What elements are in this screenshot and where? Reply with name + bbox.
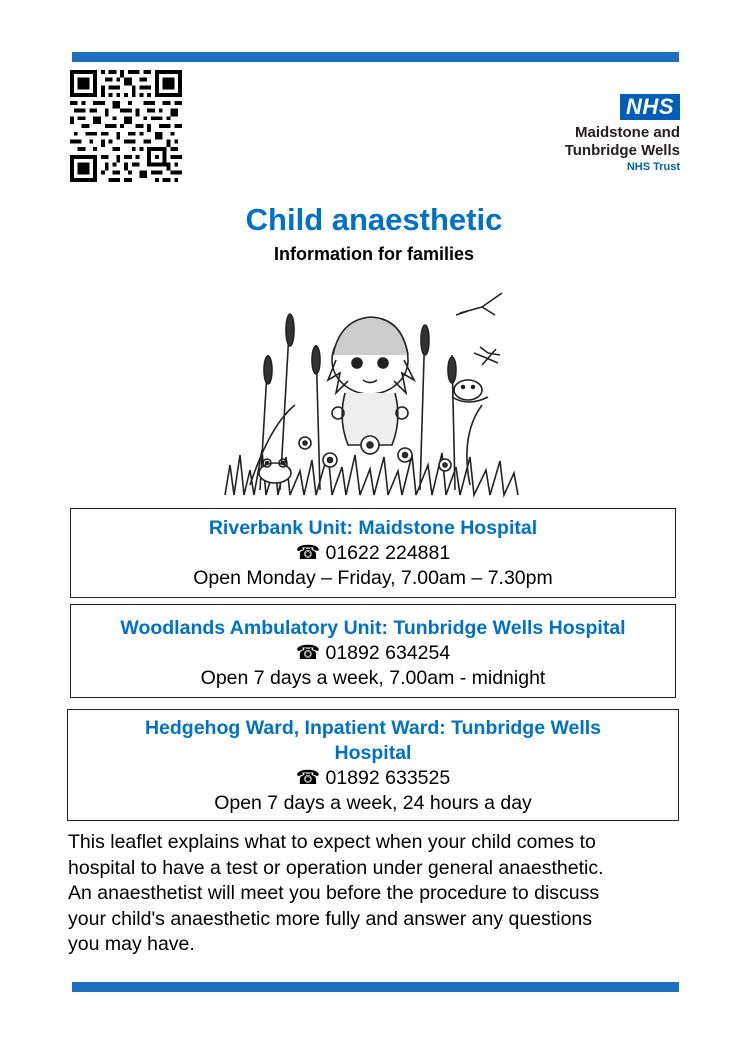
page-subtitle: Information for families <box>273 244 475 264</box>
intro-line: An anaesthetist will meet you before the procedure to discuss <box>68 882 600 904</box>
nhs-badge: NHS <box>620 94 680 120</box>
bottom-rule <box>72 982 679 992</box>
intro-line: hospital to have a test or operation under general anaesthetic. <box>68 856 604 879</box>
nhs-trust-logo <box>540 94 680 174</box>
page-title: Child anaesthetic <box>245 202 503 237</box>
unit-box-riverbank <box>70 508 676 598</box>
trust-name-line-2: Tunbridge Wells <box>564 142 680 159</box>
unit-hours: Open 7 days a week, 24 hours a day <box>214 792 532 814</box>
unit-box-hedgehog <box>67 709 679 821</box>
unit-name: Riverbank Unit: Maidstone Hospital <box>208 517 538 539</box>
unit-name-line-2: Hospital <box>334 742 412 764</box>
unit-name-line-1: Hedgehog Ward, Inpatient Ward: Tunbridge Wells <box>144 717 602 739</box>
child-meadow-illustration <box>220 285 530 500</box>
top-rule <box>72 52 679 62</box>
unit-hours: Open 7 days a week, 7.00am - midnight <box>200 667 546 689</box>
intro-paragraph <box>68 830 678 958</box>
unit-phone: ☎ 01892 633525 <box>295 767 451 789</box>
unit-name: Woodlands Ambulatory Unit: Tunbridge Wells Hospital <box>120 617 626 639</box>
unit-box-woodlands <box>70 604 676 698</box>
qr-code-icon <box>70 70 182 182</box>
unit-hours: Open Monday – Friday, 7.00am – 7.30pm <box>193 567 553 589</box>
trust-name-line-3: NHS Trust <box>626 161 680 173</box>
unit-phone: ☎ 01622 224881 <box>295 542 451 564</box>
unit-phone: ☎ 01892 634254 <box>295 642 451 664</box>
trust-name-line-1: Maidstone and <box>574 124 680 141</box>
intro-line: your child's anaesthetic more fully and answer any questions <box>68 907 593 930</box>
intro-line: you may have. <box>68 933 195 955</box>
intro-line: This leaflet explains what to expect when your child comes to <box>68 831 596 853</box>
